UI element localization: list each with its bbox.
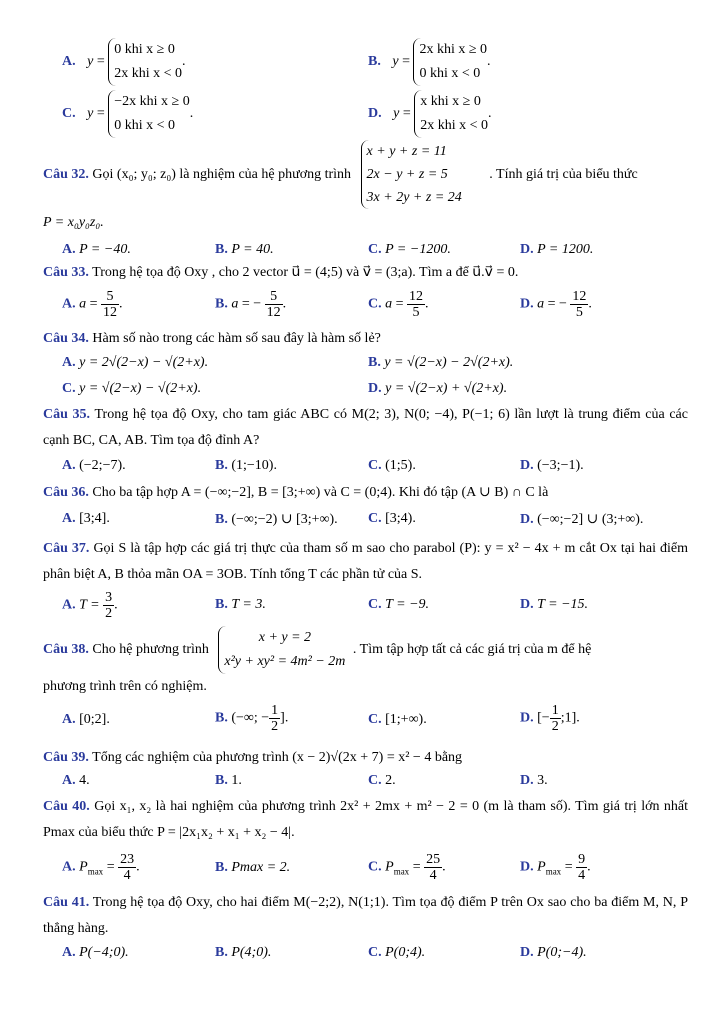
question-number: Câu 41. <box>43 895 90 910</box>
equation-system: x + y + z = 11 2x − y + z = 5 3x + 2y + z = 24 <box>361 140 462 209</box>
q33-option-b[interactable]: B. a = − $\frac{5}{12}$ . <box>215 289 287 320</box>
q40-option-d[interactable]: D. $P_{max}$ = $\frac{9}{4}$ . <box>520 852 591 883</box>
q31-option-a[interactable]: A. y = 0 khi x ≥ 0 2x khi x < 0. <box>62 38 186 86</box>
q38-option-a[interactable]: A. [0;2]. <box>62 712 110 727</box>
q31-option-b[interactable]: B. y = 2x khi x ≥ 0 0 khi x < 0. <box>368 38 491 86</box>
equation-system: x + y = 2 x²y + xy² = 4m² − 2m <box>218 626 347 674</box>
q37-stem <box>43 536 688 588</box>
q33-stem <box>43 264 518 281</box>
q41-option-c[interactable]: C. P(0;4). <box>368 945 426 960</box>
question-text: Cho hệ phương trình <box>92 642 209 657</box>
q37-option-c[interactable]: C. T = −9. <box>368 597 430 612</box>
piecewise-system: −2x khi x ≥ 0 0 khi x < 0 <box>108 90 189 138</box>
q41-stem <box>43 890 688 942</box>
option-label: A. <box>62 54 76 70</box>
q32-option-c[interactable]: C. P = −1200. <box>368 242 451 257</box>
q38-stem <box>43 626 591 674</box>
q36-option-a[interactable]: A. [3;4]. <box>62 511 110 526</box>
question-text: Trong hệ tọa độ Oxy, cho hai điểm M(−2;2), N(1;1). Tìm tọa độ điểm P trên Ox sao cho ba điểm M, N, P thẳng hàng. <box>43 895 688 936</box>
q35-option-a[interactable]: A. (−2;−7). <box>62 458 126 473</box>
q36-option-b[interactable]: B. (−∞;−2) ∪ [3;+∞). <box>215 512 338 527</box>
question-number: Câu 35. <box>43 407 91 422</box>
option-label: D. <box>368 106 382 122</box>
q33-option-c[interactable]: C. a = $\frac{12}{5}$ . <box>368 289 429 320</box>
q31-option-d[interactable]: D. y = x khi x ≥ 0 2x khi x < 0. <box>368 90 492 138</box>
question-text: Tổng các nghiệm của phương trình (x − 2)√(2x + 7) = x² − 4 bằng <box>92 750 463 765</box>
question-text: Gọi S là tập hợp các giá trị thực của tham số m sao cho parabol (P): y = x² − 4x + m cắt Ox tại hai điểm phân biệt A, B thỏa mãn OA = 3OB. Tính tổng T các phần tử của S. <box>43 541 688 582</box>
piecewise-system: 2x khi x ≥ 0 0 khi x < 0 <box>413 38 487 86</box>
question-text: Hàm số nào trong các hàm số sau đây là hàm số lẻ? <box>92 331 381 346</box>
q34-option-c[interactable]: C. y = √(2−x) − √(2+x). <box>62 381 202 396</box>
q32-option-d[interactable]: D. P = 1200. <box>520 242 594 257</box>
option-label: B. <box>368 54 381 70</box>
q40-option-a[interactable]: A. $P_{max}$ = $\frac{23}{4}$ . <box>62 852 140 883</box>
q32-stem-line2: P = x₀y₀z₀. <box>43 215 104 230</box>
q40-option-c[interactable]: C. $P_{max}$ = $\frac{25}{4}$ . <box>368 852 446 883</box>
q38-stem-line2: phương trình trên có nghiệm. <box>43 679 207 694</box>
q35-stem <box>43 402 688 454</box>
question-number: Câu 34. <box>43 331 89 346</box>
q35-option-d[interactable]: D. (−3;−1). <box>520 458 584 473</box>
q36-option-c[interactable]: C. [3;4). <box>368 511 416 526</box>
q39-option-d[interactable]: D. 3. <box>520 773 548 788</box>
question-text-after: . Tìm tập hợp tất cả các giá trị của m để hệ <box>352 642 592 657</box>
q41-option-d[interactable]: D. P(0;−4). <box>520 945 587 960</box>
q32-option-b[interactable]: B. P = 40. <box>215 242 274 257</box>
q35-option-b[interactable]: B. (1;−10). <box>215 458 277 473</box>
piecewise-system: x khi x ≥ 0 2x khi x < 0 <box>414 90 488 138</box>
q41-option-b[interactable]: B. P(4;0). <box>215 945 272 960</box>
question-text: Trong hệ tọa độ Oxy , cho 2 vector u⃗ = (4;5) và v⃗ = (3;a). Tìm a để u⃗.v⃗ = 0. <box>92 265 519 280</box>
q40-option-b[interactable]: B. Pmax = 2. <box>215 860 291 875</box>
question-number: Câu 32. <box>43 166 89 182</box>
q35-option-c[interactable]: C. (1;5). <box>368 458 416 473</box>
q33-option-a[interactable]: A. a = $\frac{5}{12}$ . <box>62 289 123 320</box>
q33-option-d[interactable]: D. a = − $\frac{12}{5}$ . <box>520 289 592 320</box>
q38-option-b[interactable]: B. (−∞; − $\frac{1}{2}$ ]. <box>215 703 289 734</box>
question-text-after: . Tính giá trị của biểu thức <box>489 166 638 182</box>
question-text: Trong hệ tọa độ Oxy, cho tam giác ABC có M(2; 3), N(0; −4), P(−1; 6) lần lượt là trung điểm của các cạnh BC, CA, AB. Tìm tọa độ đỉnh A? <box>43 407 688 448</box>
q39-option-a[interactable]: A. 4. <box>62 773 90 788</box>
question-number: Câu 33. <box>43 265 89 280</box>
q34-option-b[interactable]: B. y = √(2−x) − 2√(2+x). <box>368 355 514 370</box>
option-label: C. <box>62 106 76 122</box>
q40-stem <box>43 794 688 846</box>
question-number: Câu 36. <box>43 485 89 500</box>
piecewise-system: 0 khi x ≥ 0 2x khi x < 0 <box>108 38 182 86</box>
q37-option-d[interactable]: D. T = −15. <box>520 597 589 612</box>
q39-option-c[interactable]: C. 2. <box>368 773 396 788</box>
q31-option-c[interactable]: C. y = −2x khi x ≥ 0 0 khi x < 0. <box>62 90 193 138</box>
question-number: Câu 38. <box>43 642 89 657</box>
question-text: Cho ba tập hợp A = (−∞;−2], B = [3;+∞) và C = (0;4). Khi đó tập (A ∪ B) ∩ C là <box>92 485 549 500</box>
q37-option-a[interactable]: A. T = $\frac{3}{2}$ . <box>62 590 118 621</box>
q39-stem <box>43 750 462 766</box>
question-number: Câu 37. <box>43 541 90 556</box>
q37-option-b[interactable]: B. T = 3. <box>215 597 266 612</box>
question-text: Gọi (x₀; y₀; z₀) là nghiệm của hệ phương trình <box>92 166 352 182</box>
q34-option-a[interactable]: A. y = 2√(2−x) − √(2+x). <box>62 355 209 370</box>
q36-stem <box>43 484 548 501</box>
q36-option-d[interactable]: D. (−∞;−2] ∪ (3;+∞). <box>520 512 644 527</box>
question-number: Câu 39. <box>43 750 89 765</box>
q32-stem <box>43 140 638 209</box>
q41-option-a[interactable]: A. P(−4;0). <box>62 945 129 960</box>
q34-option-d[interactable]: D. y = √(2−x) + √(2+x). <box>368 381 508 396</box>
q38-option-d[interactable]: D. [− $\frac{1}{2}$ ;1]. <box>520 703 580 734</box>
q39-option-b[interactable]: B. 1. <box>215 773 242 788</box>
question-number: Câu 40. <box>43 799 90 814</box>
q32-option-a[interactable]: A. P = −40. <box>62 242 131 257</box>
question-text: Gọi x₁, x₂ là hai nghiệm của phương trình 2x² + 2mx + m² − 2 = 0 (m là tham số). Tìm giá trị lớn nhất Pmax của biểu thức P = |2x₁x₂ + x₁ + x₂ − 4|. <box>43 799 689 840</box>
q34-stem <box>43 331 381 347</box>
q38-option-c[interactable]: C. [1;+∞). <box>368 712 427 727</box>
